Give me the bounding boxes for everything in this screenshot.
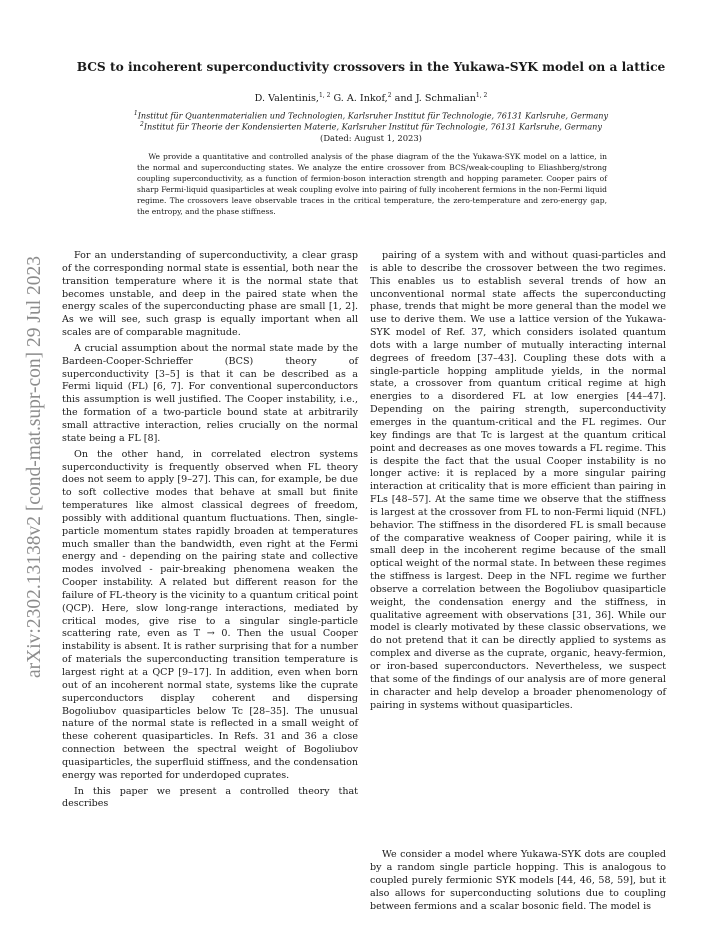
affiliation-1	[60, 110, 682, 121]
affiliation-text: Institut für Theorie der Kondensierten Materie, Karlsruher Institut für Technologie, 76131 Karlsruhe, Germany	[143, 121, 602, 132]
body-paragraph: We consider a model where Yukawa-SYK dots are coupled by a random single particle hopping. This is analogous to coupled purely fermionic SYK models [44, 46, 58, 59], but it also allows for superconducting solutions due to coupling between fermions and a scalar bosonic field. The model is	[370, 849, 666, 912]
author-affiliation-mark: 2	[387, 92, 392, 99]
left-column	[62, 250, 358, 811]
body-paragraph: In this paper we present a controlled theory that describes	[62, 785, 358, 810]
arxiv-identifier-stamp	[12, 118, 52, 678]
affiliation-number: 2	[140, 121, 144, 128]
affiliation-2	[60, 121, 682, 132]
author-affiliation-mark: 1, 2	[475, 92, 488, 99]
column-gap	[370, 712, 666, 849]
affiliation-number: 1	[133, 110, 138, 117]
body-paragraph: On the other hand, in correlated electron systems superconductivity is frequently observed when FL theory does not seem to apply [9–27]. This can, for example, be due to soft collective modes that behave at small but finite temperatures like almost classical degrees of freedom, possibly with additional quantum fluctuations. Then, single-particle momentum states rapidly broaden at temperatures much smaller than the bandwidth, even right at the Fermi energy and - depending on the pairing state and collective modes involved - pair-breaking phenomena weaken the Cooper instability. A related but different reason for the failure of FL-theory is the vicinity to a quantum critical point (QCP). Here, slow long-range interactions, mediated by critical modes, give rise to a singular single-particle scattering rate, even as T → 0. Then the usual Cooper instability is absent. It is rather surprising that for a number of materials the superconducting transition temperature is largest right at a QCP [9–17]. In addition, even when born out of an incoherent normal state, systems like the cuprate superconductors display coherent and dispersing Bogoliubov quasiparticles below Tc [28–35]. The unusual nature of the normal state is reflected in a small weight of these coherent quasiparticles. In Refs. 31 and 36 a close connection between the spectral weight of Bogoliubov quasiparticles, the superfluid stiffness, and the condensation energy was reported for underdoped cuprates.	[62, 448, 358, 781]
paper-title: BCS to incoherent superconductivity crossovers in the Yukawa-SYK model on a lattice	[76, 60, 666, 74]
author-list	[60, 92, 682, 104]
author-name: D. Valentinis,	[254, 93, 319, 105]
author-name: and J. Schmalian	[391, 93, 476, 105]
author-affiliation-mark: 1, 2	[318, 92, 331, 99]
right-column	[370, 250, 666, 914]
dated-line: (Dated: August 1, 2023)	[320, 133, 422, 143]
abstract: We provide a quantitative and controlled analysis of the phase diagram of the the Yukawa-SYK model on a lattice, in the normal and superconducting states. We analyze the entire crossover from BCS/weak-coupling to Eliashberg/strong coupling superconductivity, as a function of fermion-boson interaction strength and hopping parameter. Cooper pairs of sharp Fermi-liquid quasiparticles at weak coupling evolve into pairing of fully incoherent fermions in the non-Fermi liquid regime. The crossovers leave observable traces in the critical temperature, the zero-temperature and zero-energy gap, the entropy, and the phase stiffness.	[137, 152, 607, 216]
affiliation-text: Institut für Quantenmaterialien und Technologien, Karlsruher Institut für Technologie, 76131 Karlsruhe, Germany	[137, 110, 609, 121]
arxiv-id-text: arXiv:2302.13138v2 [cond-mat.supr-con] 29 Jul 2023	[24, 255, 45, 678]
author-name: G. A. Inkof,	[330, 93, 388, 105]
body-paragraph: pairing of a system with and without quasi-particles and is able to describe the crossover between the two regimes. This enables us to establish several trends of how an unconventional normal state affects the superconducting phase, trends that might be more general than the model we use to derive them. We use a lattice version of the Yukawa-SYK model of Ref. 37, which considers isolated quantum dots with a large number of mutually interacting internal degrees of freedom [37–43]. Coupling these dots with a single-particle hopping amplitude yields, in the normal state, a crossover from quantum critical regime at high energies to a disordered FL at low energies [44–47]. Depending on the pairing strength, superconductivity emerges in the quantum-critical and the FL regimes. Our key findings are that Tc is largest at the quantum critical point and decreases as one moves towards a FL regime. This is despite the fact that the usual Cooper instability is no longer active: it is replaced by a more singular pairing interaction at criticality that is more efficient than pairing in FLs [48–57]. At the same time we observe that the stiffness is largest at the crossover from FL to non-Fermi liquid (NFL) behavior. The stiffness in the disordered FL is small because of the comparative weakness of Cooper pairing, while it is small deep in the incoherent regime because of the small optical weight of the normal state. In between these regimes the stiffness is largest. Deep in the NFL regime we further observe a correlation between the Bogoliubov quasiparticle weight, the condensation energy and the stiffness, in qualitative agreement with observations [31, 36]. While our model is clearly motivated by these classic observations, we do not pretend that it can be directly applied to systems as complex and diverse as the cuprate, organic, heavy-fermion, or iron-based superconductors. Nevertheless, we suspect that some of the findings of our analysis are of more general in character and help develop a broader phenomenology of pairing in systems without quasiparticles.	[370, 250, 666, 711]
body-paragraph: A crucial assumption about the normal state made by the Bardeen-Cooper-Schrieffer (BCS) theory of superconductivity [3–5] is that it can be described as a Fermi liquid (FL) [6, 7]. For conventional superconductors this assumption is well justified. The Cooper instability, i.e., the formation of a two-particle bound state at arbitrarily small attractive interaction, relies crucially on the normal state being a FL [8].	[62, 342, 358, 444]
body-paragraph: For an understanding of superconductivity, a clear grasp of the corresponding normal state is essential, both near the transition temperature where it is the normal state that becomes unstable, and deep in the paired state when the energy scales of the superconducting phase are small [1, 2]. As we will see, such grasp is equally important when all scales are of comparable magnitude.	[62, 250, 358, 339]
